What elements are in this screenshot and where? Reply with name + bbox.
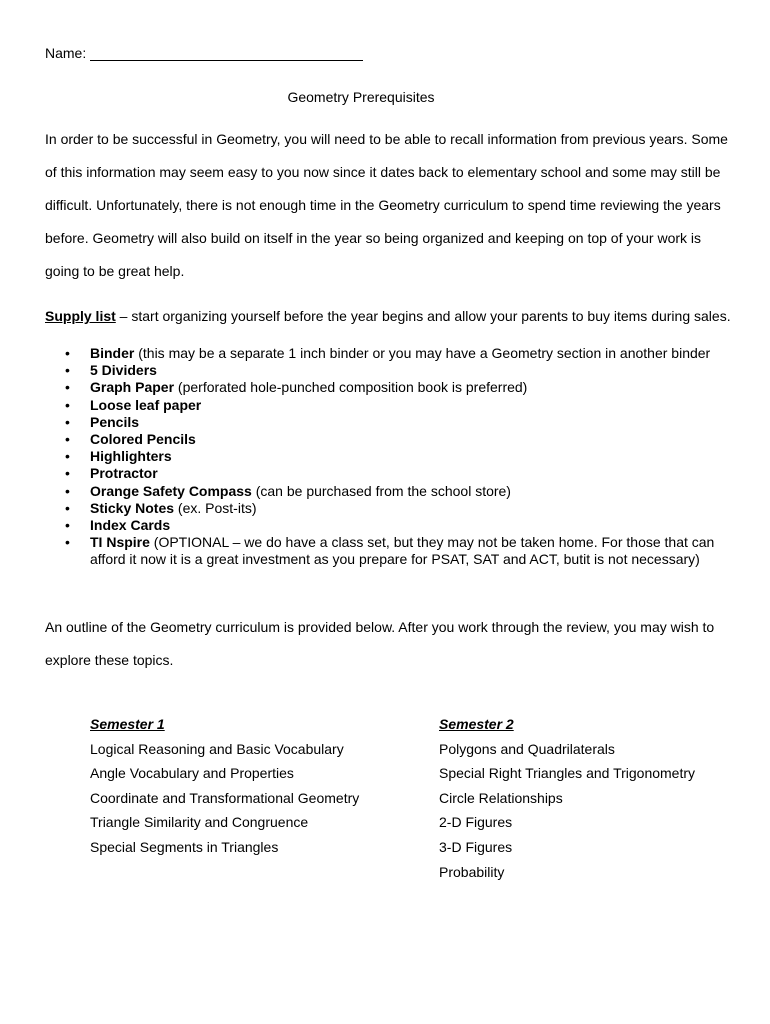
supply-item-name: Sticky Notes xyxy=(90,499,175,516)
bullet-icon: • xyxy=(65,413,70,430)
supply-item-name: Protractor xyxy=(90,465,158,482)
supply-item-name: Binder xyxy=(90,345,135,361)
supply-item-note: (this may be a separate 1 inch binder or you may have a Geometry section in another binder xyxy=(134,345,711,361)
supply-item-name: Colored Pencils xyxy=(90,431,196,448)
supply-item-name: TI Nspire xyxy=(90,534,150,551)
supply-item xyxy=(63,534,714,568)
outline-line: An outline of the Geometry curriculum is provided below. After you work through the review, you may wish to xyxy=(45,619,715,635)
semester-1-topic: Angle Vocabulary and Properties xyxy=(90,765,294,782)
supply-item xyxy=(63,465,714,482)
bullet-icon: • xyxy=(65,396,70,413)
supply-item xyxy=(63,517,714,534)
semester-2-topic: Circle Relationships xyxy=(439,789,563,806)
bullet-icon: • xyxy=(65,499,70,516)
supply-item-name: Index Cards xyxy=(90,517,171,534)
supply-intro xyxy=(45,308,731,324)
supply-item-name: Pencils xyxy=(90,413,140,430)
outline-paragraph xyxy=(45,618,735,684)
supply-item-name: 5 Dividers xyxy=(90,362,157,379)
intro-line: before. Geometry will also build on itself in the year so being organized and keeping on top of your work is xyxy=(45,230,702,246)
supply-item xyxy=(63,483,714,500)
intro-line: of this information may seem easy to you now since it dates back to elementary school and some may still be xyxy=(45,164,721,180)
supply-item-name: Highlighters xyxy=(90,448,172,465)
bullet-icon: • xyxy=(65,362,70,379)
supply-item-name: Graph Paper xyxy=(90,379,175,396)
semester-1-column xyxy=(90,715,359,863)
bullet-icon: • xyxy=(65,448,70,465)
semester-2-column xyxy=(439,715,695,887)
bullet-icon: • xyxy=(65,517,70,534)
supply-item xyxy=(63,500,714,517)
supply-item xyxy=(63,431,714,448)
semester-2-topic: Probability xyxy=(439,863,505,880)
supply-item xyxy=(63,397,714,414)
intro-paragraph xyxy=(45,130,735,295)
semester-2-topic: Polygons and Quadrilaterals xyxy=(439,740,615,757)
supply-list xyxy=(63,345,714,569)
supply-item xyxy=(63,448,714,465)
semester-2-topic: 2-D Figures xyxy=(439,814,513,831)
supply-item-name: Orange Safety Compass xyxy=(90,482,252,499)
supply-item xyxy=(63,379,714,396)
supply-text: – start organizing yourself before the year begins and allow your parents to buy items during sales. xyxy=(115,308,731,324)
bullet-icon: • xyxy=(65,465,70,482)
bullet-icon: • xyxy=(65,379,70,396)
page-title: Geometry Prerequisites xyxy=(287,89,435,105)
supply-item-note: (ex. Post-its) xyxy=(174,499,257,516)
supply-item-note: (perforated hole-punched composition book is preferred) xyxy=(174,379,528,396)
semester-2-topic: 3-D Figures xyxy=(439,838,513,855)
name-row xyxy=(45,45,363,61)
intro-line: difficult. Unfortunately, there is not enough time in the Geometry curriculum to spend time reviewing the years xyxy=(45,197,721,213)
supply-item xyxy=(63,362,714,379)
semester-1-topic: Special Segments in Triangles xyxy=(90,838,279,855)
outline-line: explore these topics. xyxy=(45,652,174,668)
supply-item-note-continued: afford it now it is a great investment as you prepare for PSAT, SAT and ACT, butit is not necessary) xyxy=(90,551,700,568)
bullet-icon: • xyxy=(65,431,70,448)
semester-2-topic: Special Right Triangles and Trigonometry xyxy=(439,765,696,782)
intro-line: In order to be successful in Geometry, you will need to be able to recall information from previous years. Some xyxy=(45,131,728,147)
supply-item-note: (can be purchased from the school store) xyxy=(251,482,511,499)
name-blank-line[interactable] xyxy=(90,45,363,61)
bullet-icon: • xyxy=(65,482,70,499)
semester-2-heading: Semester 2 xyxy=(439,716,514,732)
bullet-icon: • xyxy=(65,345,70,361)
supply-item-note: (OPTIONAL – we do have a class set, but they may not be taken home. For those that can xyxy=(149,534,715,551)
semester-1-topic: Logical Reasoning and Basic Vocabulary xyxy=(90,740,344,757)
supply-item xyxy=(63,414,714,431)
semester-1-heading: Semester 1 xyxy=(90,716,165,732)
supply-heading: Supply list xyxy=(45,308,116,324)
bullet-icon: • xyxy=(65,534,70,551)
intro-line: going to be great help. xyxy=(45,263,185,279)
semester-1-topic: Triangle Similarity and Congruence xyxy=(90,814,309,831)
semester-1-topic: Coordinate and Transformational Geometry xyxy=(90,789,360,806)
name-label: Name: xyxy=(45,45,87,61)
supply-item-name: Loose leaf paper xyxy=(90,396,202,413)
supply-item xyxy=(63,345,714,362)
